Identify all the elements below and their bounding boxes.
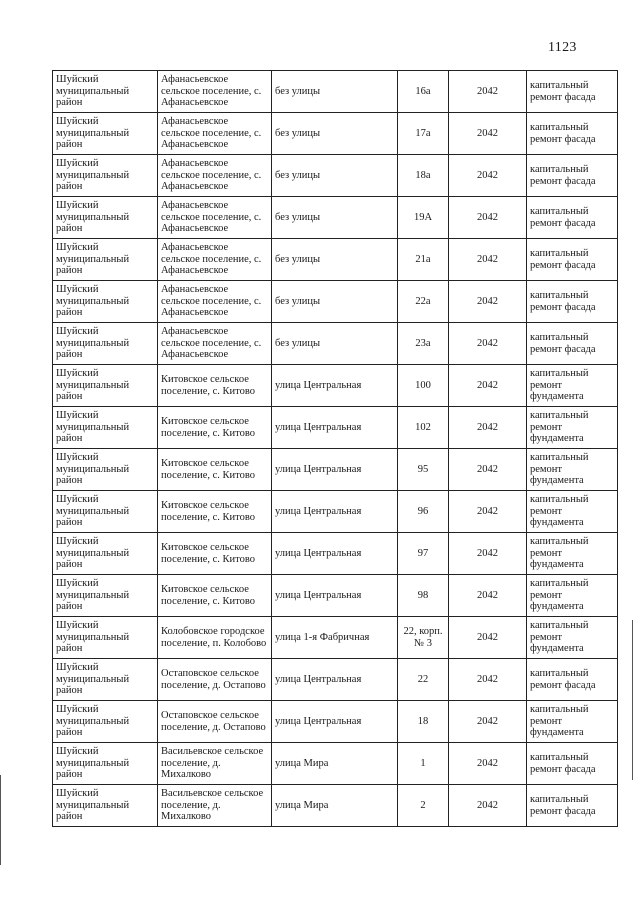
district-cell: Шуйский муниципальный район [53, 281, 158, 323]
house-number-cell: 18а [398, 155, 449, 197]
street-cell: улица Центральная [272, 407, 398, 449]
work-type-cell: капитальный ремонт фундамента [527, 407, 618, 449]
district-cell: Шуйский муниципальный район [53, 701, 158, 743]
street-cell: без улицы [272, 155, 398, 197]
table-row [53, 575, 618, 617]
year-cell: 2042 [449, 407, 527, 449]
table-row [53, 113, 618, 155]
work-type-cell: капитальный ремонт фасада [527, 113, 618, 155]
work-type-cell: капитальный ремонт фундамента [527, 533, 618, 575]
year-cell: 2042 [449, 323, 527, 365]
house-number-cell: 96 [398, 491, 449, 533]
district-cell: Шуйский муниципальный район [53, 365, 158, 407]
street-cell: без улицы [272, 239, 398, 281]
house-number-cell: 21а [398, 239, 449, 281]
table-row [53, 617, 618, 659]
year-cell: 2042 [449, 785, 527, 827]
street-cell: улица Центральная [272, 365, 398, 407]
settlement-cell: Китовское сельское поселение, с. Китово [158, 533, 272, 575]
house-number-cell: 2 [398, 785, 449, 827]
settlement-cell: Колобовское городское поселение, п. Колобово [158, 617, 272, 659]
table-row [53, 449, 618, 491]
district-cell: Шуйский муниципальный район [53, 407, 158, 449]
house-number-cell: 23а [398, 323, 449, 365]
house-number-cell: 98 [398, 575, 449, 617]
district-cell: Шуйский муниципальный район [53, 71, 158, 113]
year-cell: 2042 [449, 491, 527, 533]
house-number-cell: 95 [398, 449, 449, 491]
street-cell: улица Центральная [272, 533, 398, 575]
table-row [53, 785, 618, 827]
district-cell: Шуйский муниципальный район [53, 449, 158, 491]
settlement-cell: Афанасьевское сельское поселение, с. Афанасьевское [158, 239, 272, 281]
settlement-cell: Китовское сельское поселение, с. Китово [158, 365, 272, 407]
settlement-cell: Афанасьевское сельское поселение, с. Афанасьевское [158, 113, 272, 155]
house-number-cell: 22а [398, 281, 449, 323]
year-cell: 2042 [449, 239, 527, 281]
street-cell: улица Центральная [272, 449, 398, 491]
year-cell: 2042 [449, 701, 527, 743]
settlement-cell: Китовское сельское поселение, с. Китово [158, 407, 272, 449]
table-row [53, 743, 618, 785]
settlement-cell: Афанасьевское сельское поселение, с. Афанасьевское [158, 197, 272, 239]
table-row [53, 281, 618, 323]
table-row [53, 407, 618, 449]
street-cell: улица Центральная [272, 701, 398, 743]
table-row [53, 365, 618, 407]
year-cell: 2042 [449, 575, 527, 617]
settlement-cell: Остаповское сельское поселение, д. Остапово [158, 701, 272, 743]
work-type-cell: капитальный ремонт фасада [527, 239, 618, 281]
street-cell: без улицы [272, 71, 398, 113]
district-cell: Шуйский муниципальный район [53, 575, 158, 617]
settlement-cell: Афанасьевское сельское поселение, с. Афанасьевское [158, 71, 272, 113]
street-cell: без улицы [272, 281, 398, 323]
work-type-cell: капитальный ремонт фасада [527, 323, 618, 365]
housing-repair-table [52, 70, 618, 827]
year-cell: 2042 [449, 365, 527, 407]
settlement-cell: Китовское сельское поселение, с. Китово [158, 449, 272, 491]
district-cell: Шуйский муниципальный район [53, 659, 158, 701]
street-cell: без улицы [272, 197, 398, 239]
scan-edge-mark [0, 775, 1, 865]
district-cell: Шуйский муниципальный район [53, 533, 158, 575]
district-cell: Шуйский муниципальный район [53, 113, 158, 155]
settlement-cell: Китовское сельское поселение, с. Китово [158, 491, 272, 533]
street-cell: улица Мира [272, 785, 398, 827]
work-type-cell: капитальный ремонт фасада [527, 155, 618, 197]
settlement-cell: Остаповское сельское поселение, д. Остапово [158, 659, 272, 701]
house-number-cell: 22 [398, 659, 449, 701]
work-type-cell: капитальный ремонт фундамента [527, 617, 618, 659]
district-cell: Шуйский муниципальный район [53, 197, 158, 239]
year-cell: 2042 [449, 155, 527, 197]
house-number-cell: 97 [398, 533, 449, 575]
district-cell: Шуйский муниципальный район [53, 323, 158, 365]
table-row [53, 533, 618, 575]
street-cell: улица Мира [272, 743, 398, 785]
settlement-cell: Афанасьевское сельское поселение, с. Афанасьевское [158, 323, 272, 365]
table-row [53, 71, 618, 113]
table-row [53, 323, 618, 365]
district-cell: Шуйский муниципальный район [53, 155, 158, 197]
page-number: 1123 [548, 40, 577, 55]
house-number-cell: 19А [398, 197, 449, 239]
table-row [53, 491, 618, 533]
street-cell: без улицы [272, 323, 398, 365]
house-number-cell: 17а [398, 113, 449, 155]
settlement-cell: Афанасьевское сельское поселение, с. Афанасьевское [158, 281, 272, 323]
scan-edge-mark [632, 620, 633, 780]
work-type-cell: капитальный ремонт фундамента [527, 365, 618, 407]
work-type-cell: капитальный ремонт фундамента [527, 491, 618, 533]
street-cell: без улицы [272, 113, 398, 155]
table-row [53, 155, 618, 197]
house-number-cell: 100 [398, 365, 449, 407]
table-row [53, 701, 618, 743]
house-number-cell: 102 [398, 407, 449, 449]
year-cell: 2042 [449, 449, 527, 491]
work-type-cell: капитальный ремонт фундамента [527, 449, 618, 491]
district-cell: Шуйский муниципальный район [53, 617, 158, 659]
year-cell: 2042 [449, 71, 527, 113]
year-cell: 2042 [449, 533, 527, 575]
settlement-cell: Васильевское сельское поселение, д. Михалково [158, 785, 272, 827]
work-type-cell: капитальный ремонт фасада [527, 659, 618, 701]
work-type-cell: капитальный ремонт фасада [527, 281, 618, 323]
work-type-cell: капитальный ремонт фасада [527, 197, 618, 239]
table-body [53, 71, 618, 827]
year-cell: 2042 [449, 113, 527, 155]
street-cell: улица Центральная [272, 575, 398, 617]
street-cell: улица Центральная [272, 659, 398, 701]
district-cell: Шуйский муниципальный район [53, 491, 158, 533]
work-type-cell: капитальный ремонт фасада [527, 743, 618, 785]
year-cell: 2042 [449, 617, 527, 659]
table-row [53, 239, 618, 281]
house-number-cell: 1 [398, 743, 449, 785]
table-row [53, 659, 618, 701]
house-number-cell: 22, корп. № 3 [398, 617, 449, 659]
year-cell: 2042 [449, 743, 527, 785]
work-type-cell: капитальный ремонт фасада [527, 71, 618, 113]
work-type-cell: капитальный ремонт фундамента [527, 701, 618, 743]
district-cell: Шуйский муниципальный район [53, 785, 158, 827]
work-type-cell: капитальный ремонт фундамента [527, 575, 618, 617]
year-cell: 2042 [449, 197, 527, 239]
district-cell: Шуйский муниципальный район [53, 743, 158, 785]
year-cell: 2042 [449, 659, 527, 701]
street-cell: улица 1-я Фабричная [272, 617, 398, 659]
work-type-cell: капитальный ремонт фасада [527, 785, 618, 827]
street-cell: улица Центральная [272, 491, 398, 533]
settlement-cell: Афанасьевское сельское поселение, с. Афанасьевское [158, 155, 272, 197]
district-cell: Шуйский муниципальный район [53, 239, 158, 281]
table-row [53, 197, 618, 239]
house-number-cell: 16а [398, 71, 449, 113]
house-number-cell: 18 [398, 701, 449, 743]
settlement-cell: Китовское сельское поселение, с. Китово [158, 575, 272, 617]
settlement-cell: Васильевское сельское поселение, д. Михалково [158, 743, 272, 785]
year-cell: 2042 [449, 281, 527, 323]
